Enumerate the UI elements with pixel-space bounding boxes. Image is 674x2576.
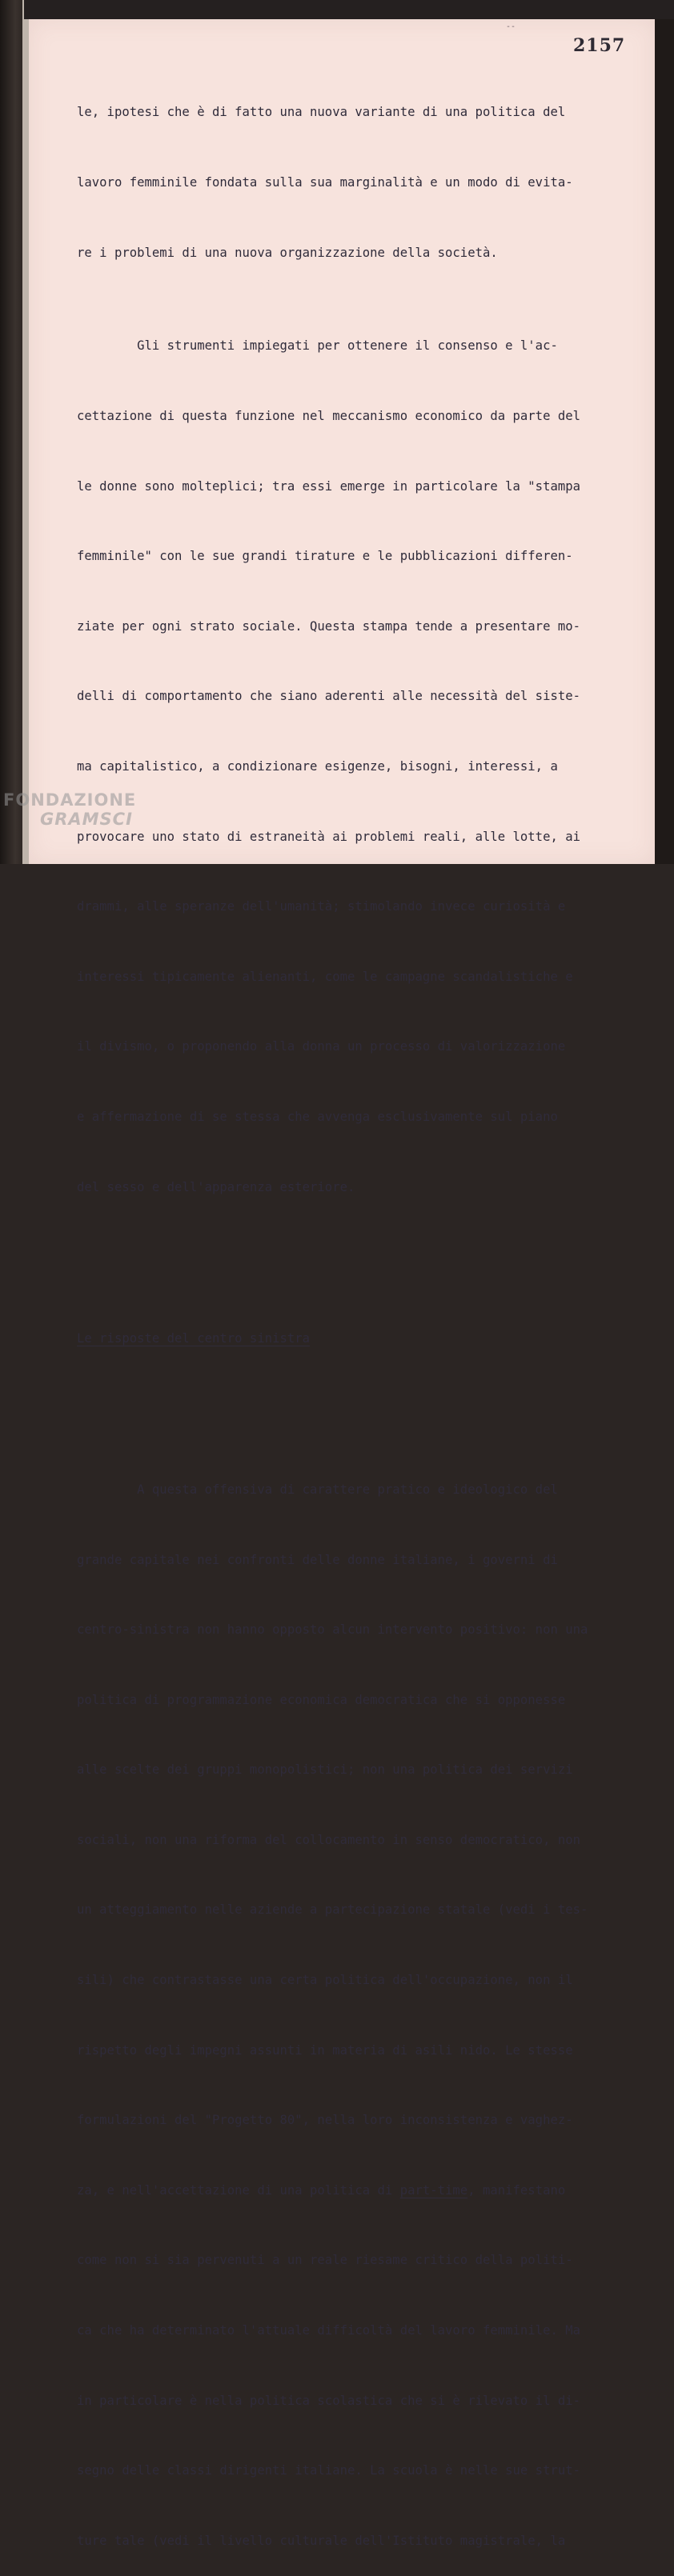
- watermark-line-2: GRAMSCI: [40, 810, 133, 829]
- text-line: segno delle classi dirigenti italiane. La scuola è nelle sue strut-: [77, 2463, 581, 2478]
- section-heading: Le risposte del centro sinistra: [77, 1330, 311, 1346]
- text-line: politica di programmazione economica democratica che si opponesse: [77, 1692, 566, 1707]
- fondazione-gramsci-watermark: [3, 790, 136, 829]
- paragraph-gap: [77, 1397, 621, 1408]
- text-line: alle scelte dei gruppi monopolistici; non una politica dei servizi: [77, 1762, 573, 1778]
- text-line: e affermazione di se stessa che avvenga esclusivamente sul piano: [77, 1109, 558, 1124]
- text-line: ca che ha determinato l'attuale difficoltà del lavoro femminile. Ma: [77, 2323, 581, 2338]
- text-line: provocare uno stato di estraneità ai problemi reali, alle lotte, ai: [77, 829, 581, 844]
- text-line: ma capitalistico, a condizionare esigenze, bisogni, interessi, a: [77, 758, 558, 774]
- text-line: il divismo, o proponendo alla donna un processo di valorizzazione: [77, 1039, 566, 1054]
- text-line: Gli strumenti impiegati per ottenere il consenso e l'ac-: [77, 338, 558, 354]
- text-line: sili) che contrastasse una certa politica dell'occupazione, non il: [77, 1973, 573, 1988]
- section-heading-line: [77, 1327, 621, 1350]
- parttime-before: za, e nell'accettazione di una politica di: [77, 2182, 400, 2198]
- watermark-line-1: FONDAZIONE: [3, 790, 137, 810]
- text-line: rispetto degli impegni assunti in materia di asili nido. Le stesse: [77, 2042, 573, 2058]
- text-line: femminile" con le sue grandi tirature e le pubblicazioni differen-: [77, 549, 573, 564]
- text-line: del sesso e dell'apparenza esteriore.: [77, 1179, 355, 1194]
- text-line: le, ipotesi che è di fatto una nuova variante di una politica del: [77, 105, 566, 120]
- text-line: cettazione di questa funzione nel meccanismo economico da parte del: [77, 408, 581, 423]
- top-mark: --: [506, 22, 516, 31]
- text-line: interessi tipicamente alienanti, come le campagne scandalistiche e: [77, 969, 573, 984]
- text-line: lavoro femminile fondata sulla sua marginalità e un modo di evita-: [77, 175, 573, 190]
- text-line: A questa offensiva di carattere pratico e ideologico del: [77, 1482, 558, 1497]
- text-line: come non si sia pervenuti a un reale riesame critico della politi-: [77, 2253, 573, 2268]
- parttime-after: , manifestano: [467, 2182, 566, 2198]
- text-line: in particolare è nella politica scolastica che si è rilevato il di-: [77, 2393, 581, 2408]
- text-line: formulazioni del "Progetto 80", nella loro inconsistenza e vaghez-: [77, 2113, 573, 2128]
- text-line: delli di comportamento che siano aderenti alle necessità del siste-: [77, 689, 581, 704]
- paragraph-gap: [77, 1269, 621, 1280]
- text-line: centro-sinistra non hanno opposto alcun intervento positivo: non una: [77, 1622, 588, 1638]
- text-line: sociali, non una riforma del collocamento in senso democratico, non: [77, 1832, 581, 1847]
- text-line: ziate per ogni strato sociale. Questa stampa tende a presentare mo-: [77, 618, 581, 634]
- parttime-underlined: part-time: [399, 2182, 468, 2198]
- top-background: [24, 0, 674, 19]
- right-background: [655, 19, 674, 864]
- text-line: le donne sono molteplici; tra essi emerge in particolare la "stampa: [77, 478, 581, 494]
- text-line: re i problemi di una nuova organizzazione della società.: [77, 245, 498, 260]
- text-line: drammi, alle speranze dell'umanità; stimolando invece curiosità e: [77, 899, 566, 914]
- page-number: 2157: [573, 35, 626, 56]
- text-line: un atteggiamento nelle aziende a partecipazione statale (vedi i tes-: [77, 1902, 588, 1918]
- text-line: ture tale (vedi il livello culturale dell'Istituto magistrale, la: [77, 2533, 566, 2548]
- text-line: grande capitale nei confronti delle donne italiane, i governi di: [77, 1552, 558, 1567]
- document-text: [77, 54, 621, 2576]
- text-line-parttime: [77, 2179, 621, 2202]
